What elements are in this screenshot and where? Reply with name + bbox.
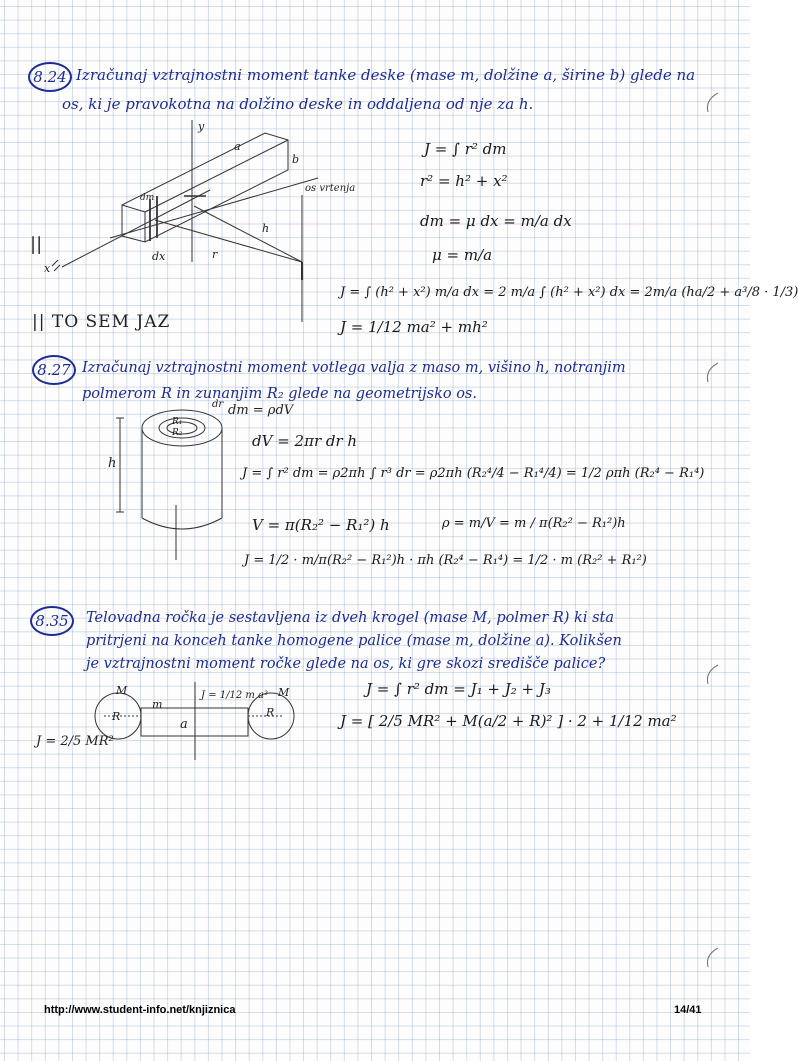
problem-text-line: os, ki je pravokotna na dolžino deske in oddaljena od nje za h. <box>62 95 534 113</box>
label-rod-length-a: a <box>180 717 188 732</box>
label-rod-mass-m: m <box>152 698 163 711</box>
label-R1: R₁ <box>172 417 183 427</box>
label-radius-R-right: R <box>266 706 275 719</box>
label-parallel: || <box>30 234 43 255</box>
equation: dm = μ dx = m/a dx <box>420 212 572 230</box>
equation: J = [ 2/5 MR² + M(a/2 + R)² ] · 2 + 1/12 ma² <box>340 712 677 730</box>
label-r: r <box>212 248 218 261</box>
margin-hole-4 <box>707 948 718 967</box>
handwritten-note: || TO SEM JAZ <box>32 312 171 332</box>
label-b: b <box>292 153 300 166</box>
label-dm: dm <box>140 193 155 203</box>
equation: μ = m/a <box>432 246 493 264</box>
equation: ρ = m/V = m / π(R₂² − R₁²)h <box>442 516 626 531</box>
label-a: a <box>234 140 241 153</box>
label-mass-M-right: M <box>278 686 290 699</box>
equation: J = ∫ r² dm = ρ2πh ∫ r³ dr = ρ2πh (R₂⁴/4 − R₁⁴/4) = 1/2 ρπh (R₂⁴ − R₁⁴) <box>242 466 705 481</box>
footer-page-number: 14/41 <box>674 1004 702 1016</box>
axis-label-x: x <box>44 262 51 275</box>
problem-number-8-35: 8.35 <box>30 606 74 636</box>
label-radius-R-left: R <box>112 710 121 723</box>
board-figure <box>52 120 318 322</box>
equation: r² = h² + x² <box>420 172 508 190</box>
margin-hole-2 <box>707 363 718 382</box>
cylinder-figure <box>116 410 222 560</box>
equation: J = ∫ r² dm = J₁ + J₂ + J₃ <box>366 680 551 698</box>
margin-hole-1 <box>707 93 718 112</box>
equation: J = ∫ (h² + x²) m/a dx = 2 m/a ∫ (h² + x²) dx = 2m/a (ha/2 + a³/8 · 1/3) <box>340 285 798 300</box>
label-sphere-inertia: J = 2/5 MR² <box>36 734 114 749</box>
label-R2: R₂ <box>172 428 183 438</box>
equation: V = π(R₂² − R₁²) h <box>252 516 390 534</box>
problem-number-8-27: 8.27 <box>32 355 76 385</box>
problem-text-line: pritrjeni na konceh tanke homogene palice (mase m, dolžine a). Kolikšen <box>86 633 622 649</box>
label-rod-inertia: J = 1/12 m a² <box>201 690 269 701</box>
label-dx: dx <box>152 250 166 263</box>
margin-hole-3 <box>707 665 718 684</box>
problem-text-line: polmerom R in zunanjim R₂ glede na geometrijsko os. <box>82 386 477 402</box>
label-height-h: h <box>108 456 117 471</box>
label-rotation-axis: os vrtenja <box>305 183 356 194</box>
equation: J = 1/2 · m/π(R₂² − R₁²)h · πh (R₂⁴ − R₁⁴) = 1/2 · m (R₂² + R₁²) <box>244 553 647 568</box>
problem-text-line: je vztrajnostni moment ročke glede na os, ki gre skozi središče palice? <box>86 656 606 672</box>
label-dr: dr <box>212 399 224 410</box>
equation: J = ∫ r² dm <box>424 140 507 158</box>
equation: dV = 2πr dr h <box>252 432 358 450</box>
problem-number-8-24: 8.24 <box>28 62 72 92</box>
label-dm-rho-dV: dm = ρdV <box>228 403 294 418</box>
equation: J = 1/12 ma² + mh² <box>340 318 488 336</box>
problem-text-line: Izračunaj vztrajnostni moment votlega valja z maso m, višino h, notranjim <box>82 360 626 376</box>
footer-url: http://www.student-info.net/knjiznica <box>44 1004 236 1016</box>
problem-text-line: Izračunaj vztrajnostni moment tanke deske (mase m, dolžine a, širine b) glede na <box>76 66 696 84</box>
label-h: h <box>262 222 270 235</box>
axis-label-y: y <box>198 120 205 133</box>
problem-text-line: Telovadna ročka je sestavljena iz dveh krogel (mase M, polmer R) ki sta <box>86 610 614 626</box>
label-mass-M-left: M <box>116 684 128 697</box>
